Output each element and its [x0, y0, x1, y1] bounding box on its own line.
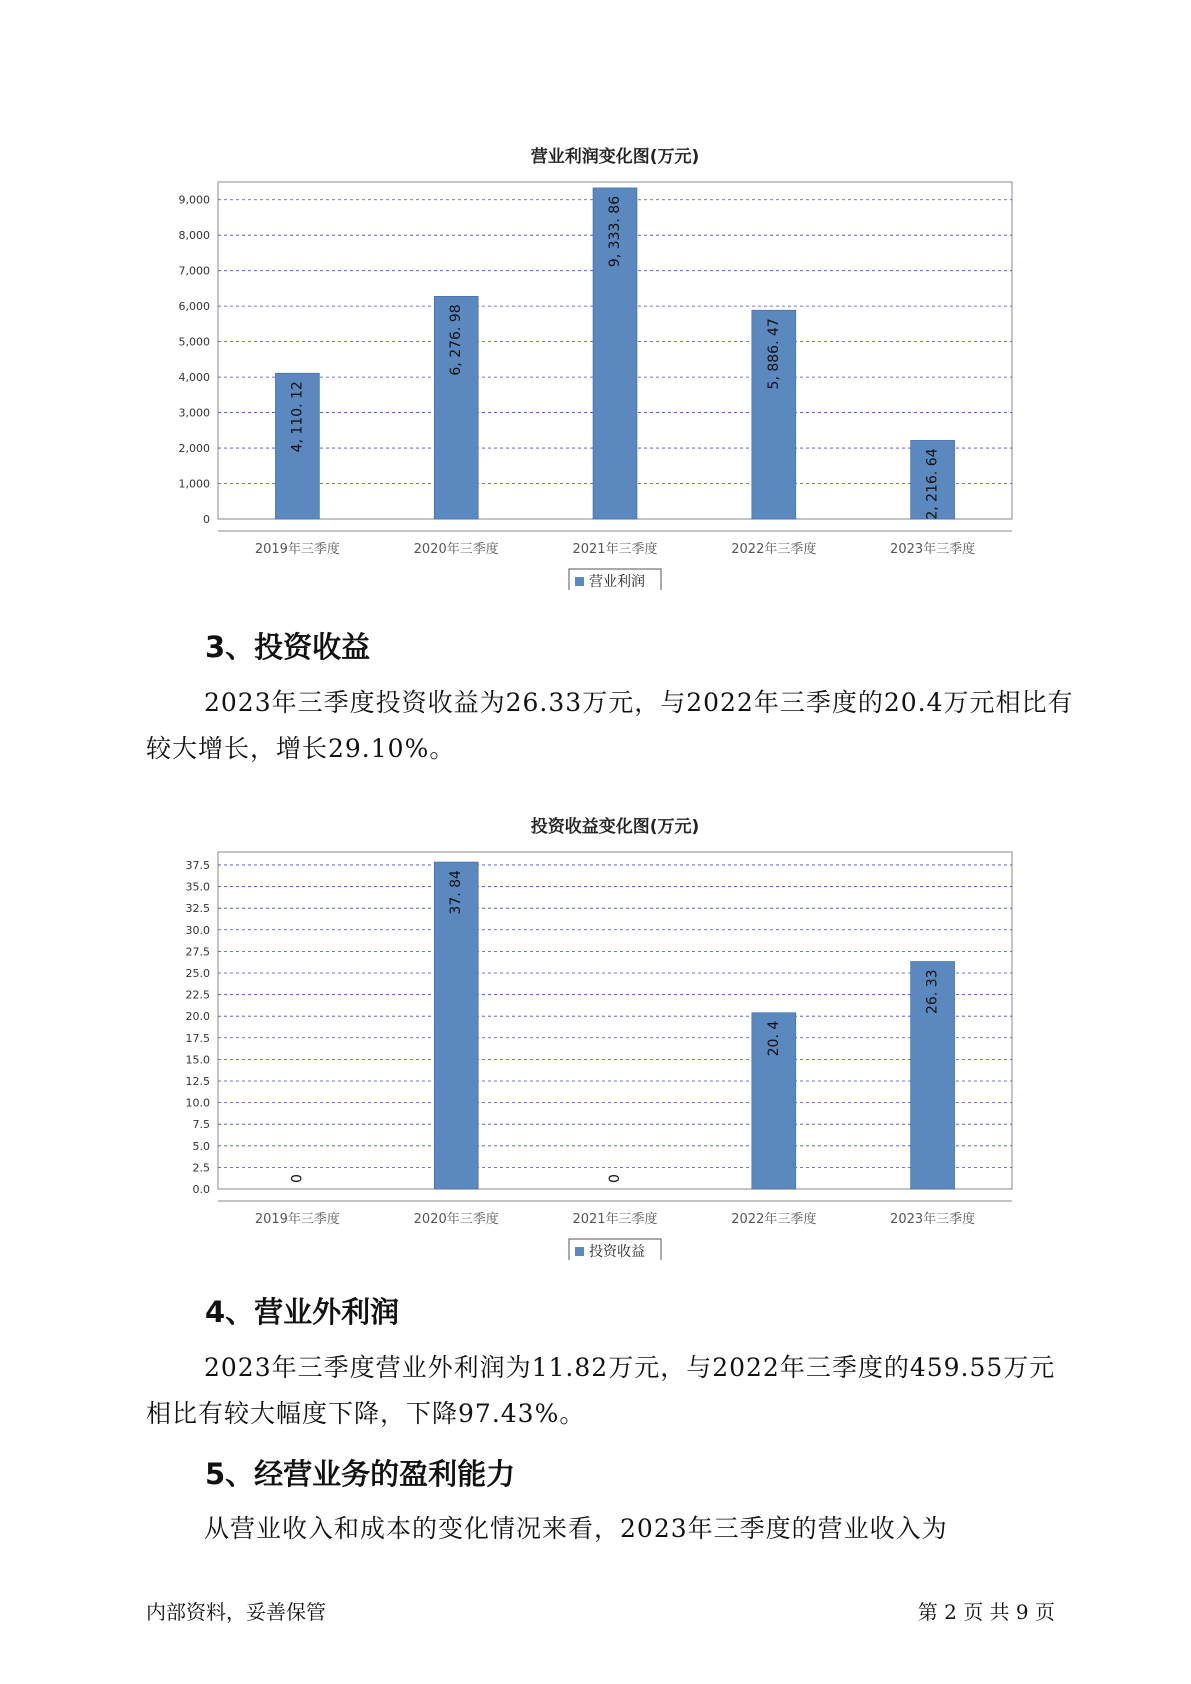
y-tick-label: 25.0: [185, 966, 210, 980]
section-5-text: 从营业收入和成本的变化情况来看，2023年三季度的营业收入为: [204, 1514, 948, 1543]
legend-label: 营业利润: [589, 574, 645, 590]
section-3-text: 2023年三季度投资收益为26.33万元，与2022年三季度的20.4万元相比有较大增长，增长29.10%。: [146, 688, 1074, 763]
investment-income-chart-svg: [0, 800, 1191, 1260]
section-4-text: 2023年三季度营业外利润为11.82万元，与2022年三季度的459.55万元相比有较大幅度下降，下降97.43%。: [146, 1353, 1056, 1428]
y-tick-label: 6,000: [178, 300, 210, 314]
chart-title: 营业利润变化图(万元): [530, 147, 700, 167]
x-tick-label: 2023年三季度: [890, 1212, 976, 1227]
operating-profit-chart-svg: [0, 130, 1191, 590]
y-tick-label: 37.5: [185, 858, 210, 872]
y-tick-label: 7.5: [192, 1118, 210, 1132]
y-tick-label: 22.5: [185, 988, 210, 1002]
y-tick-label: 15.0: [185, 1053, 210, 1067]
bar-value-label: 26. 33: [924, 969, 941, 1015]
bar-value-label: 2, 216. 64: [924, 448, 941, 520]
y-tick-label: 10.0: [185, 1096, 210, 1110]
section-4-heading: 4、营业外利润: [205, 1295, 400, 1329]
legend-swatch: [575, 577, 584, 586]
section-3-heading: 3、投资收益: [205, 630, 371, 664]
x-tick-label: 2020年三季度: [413, 1212, 499, 1227]
y-tick-label: 30.0: [185, 923, 210, 937]
y-tick-label: 8,000: [178, 229, 210, 243]
x-tick-label: 2023年三季度: [890, 542, 976, 557]
x-tick-label: 2021年三季度: [572, 1212, 658, 1227]
bar-value-label: 0: [607, 1174, 623, 1183]
bar-value-label: 9, 333. 86: [607, 195, 623, 268]
y-tick-label: 5.0: [192, 1139, 210, 1153]
footer-page-number: 第 2 页 共 9 页: [917, 1600, 1055, 1624]
operating-profit-chart: [0, 130, 1191, 590]
x-tick-label: 2020年三季度: [413, 542, 499, 557]
y-tick-label: 1,000: [178, 477, 210, 491]
y-tick-label: 0: [203, 513, 210, 526]
y-tick-label: 9,000: [178, 193, 210, 207]
y-tick-label: 5,000: [178, 335, 210, 349]
y-tick-label: 7,000: [178, 264, 210, 278]
y-tick-label: 32.5: [185, 902, 210, 916]
bar-value-label: 37. 84: [448, 870, 465, 915]
chart-title: 投资收益变化图(万元): [530, 817, 700, 837]
y-tick-label: 17.5: [185, 1031, 210, 1045]
x-tick-label: 2019年三季度: [254, 1212, 340, 1227]
y-tick-label: 0.0: [192, 1183, 210, 1196]
y-tick-label: 4,000: [178, 371, 210, 385]
x-tick-label: 2022年三季度: [731, 542, 817, 557]
bar-value-label: 0: [289, 1174, 306, 1183]
footer-confidential-note: 内部资料，妥善保管: [146, 1600, 326, 1624]
x-tick-label: 2022年三季度: [731, 1212, 817, 1227]
section-5-heading: 5、经营业务的盈利能力: [205, 1457, 516, 1491]
bar-value-label: 20. 4: [765, 1020, 782, 1057]
y-tick-label: 2,000: [178, 442, 210, 456]
y-tick-label: 35.0: [185, 880, 210, 894]
bar-value-label: 6, 276. 98: [448, 304, 465, 376]
bar-value-label: 4, 110. 12: [289, 381, 306, 453]
bar-value-label: 5, 886. 47: [765, 318, 782, 390]
y-tick-label: 3,000: [178, 406, 210, 420]
investment-income-chart: [0, 800, 1191, 1260]
x-tick-label: 2019年三季度: [254, 542, 340, 557]
y-tick-label: 20.0: [185, 1010, 210, 1024]
y-tick-label: 12.5: [185, 1074, 210, 1088]
x-tick-label: 2021年三季度: [572, 542, 658, 557]
y-tick-label: 27.5: [185, 945, 210, 959]
plot-area: [218, 852, 1012, 1189]
y-tick-label: 2.5: [192, 1161, 210, 1175]
legend-label: 投资收益: [589, 1244, 645, 1260]
legend-swatch: [575, 1247, 584, 1256]
